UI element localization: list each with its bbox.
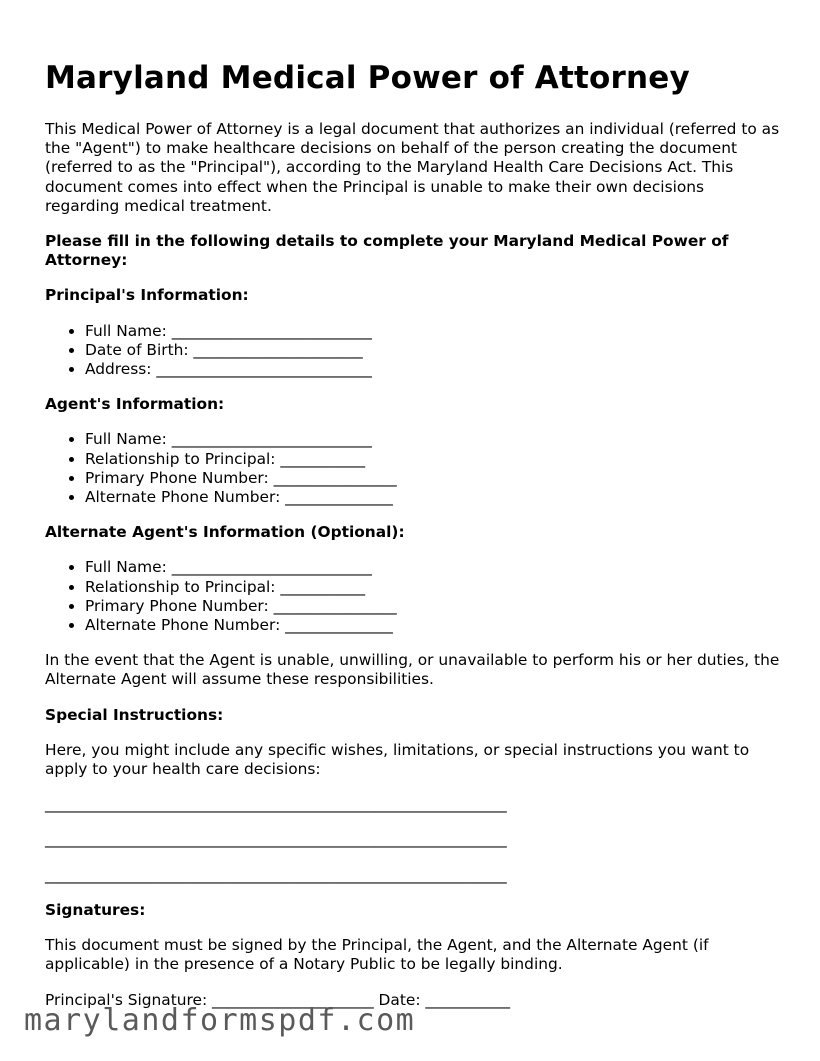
principal-full-name-field[interactable]: • Full Name: __________________________ xyxy=(85,322,780,341)
alternate-agent-relationship-field[interactable]: • Relationship to Principal: ___________ xyxy=(85,578,780,597)
alternate-agent-primary-phone-field[interactable]: • Primary Phone Number: ________________ xyxy=(85,597,780,616)
principal-info-list xyxy=(45,322,780,380)
agent-info-list xyxy=(45,430,780,507)
principal-heading: Principal's Information: xyxy=(45,286,249,305)
special-instructions-line[interactable]: ____________________________________________________________ xyxy=(45,795,507,814)
agent-full-name-field[interactable]: • Full Name: __________________________ xyxy=(85,430,780,449)
document-title: Maryland Medical Power of Attorney xyxy=(45,60,690,96)
signatures-text: This document must be signed by the Principal, the Agent, and the Alternate Agent (if applicable) in the presence of a Notary Public to be legally binding. xyxy=(45,936,709,974)
principal-date-of-birth-field[interactable]: • Date of Birth: ______________________ xyxy=(85,341,780,360)
agent-primary-phone-field[interactable]: • Primary Phone Number: ________________ xyxy=(85,469,780,488)
alternate-agent-heading: Alternate Agent's Information (Optional): xyxy=(45,523,405,542)
agent-heading: Agent's Information: xyxy=(45,395,225,414)
alternate-agent-note: In the event that the Agent is unable, unwilling, or unavailable to perform his or her duties, the Alternate Agent will assume these responsibilities. xyxy=(45,651,780,689)
document-page xyxy=(45,0,780,1010)
special-instructions-heading: Special Instructions: xyxy=(45,705,224,724)
special-instructions-line[interactable]: ____________________________________________________________ xyxy=(45,830,507,849)
alternate-agent-info-list xyxy=(45,558,780,635)
alternate-agent-alternate-phone-field[interactable]: • Alternate Phone Number: ______________ xyxy=(85,616,780,635)
fill-in-prompt: Please fill in the following details to complete your Maryland Medical Power of Attorney: xyxy=(45,232,729,270)
watermark: marylandformspdf.com xyxy=(24,1003,416,1038)
agent-relationship-field[interactable]: • Relationship to Principal: ___________ xyxy=(85,450,780,469)
principal-signature-line[interactable]: Principal's Signature: _____________________ Date: ___________ xyxy=(45,990,511,1009)
intro-paragraph: This Medical Power of Attorney is a legal document that authorizes an individual (referred to as the "Agent") to make healthcare decisions on behalf of the person creating the document (referred to as the "Principal"), according to the Maryland Health Care Decisions Act. This document comes into effect when the Principal is unable to make their own decisions regarding medical treatment. xyxy=(45,120,780,215)
agent-alternate-phone-field[interactable]: • Alternate Phone Number: ______________ xyxy=(85,488,780,507)
alternate-agent-full-name-field[interactable]: • Full Name: __________________________ xyxy=(85,558,780,577)
special-instructions-line[interactable]: ____________________________________________________________ xyxy=(45,865,507,884)
special-instructions-text: Here, you might include any specific wishes, limitations, or special instructions you want to apply to your health care decisions: xyxy=(45,740,750,779)
principal-address-field[interactable]: • Address: ____________________________ xyxy=(85,360,780,379)
signatures-heading: Signatures: xyxy=(45,900,146,919)
